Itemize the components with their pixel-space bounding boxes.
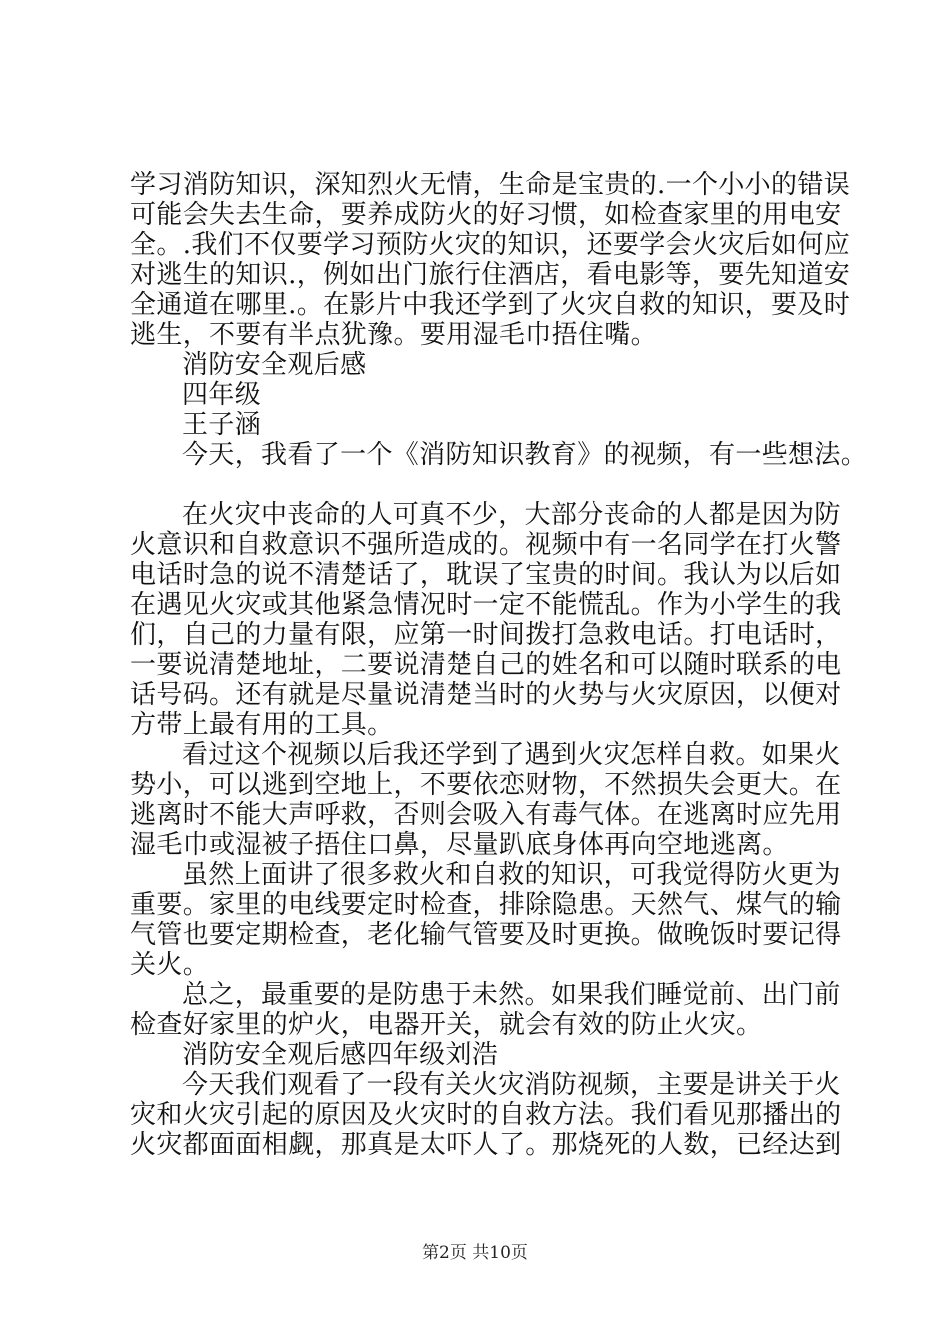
- text-line: 全。.我们不仅要学习预防火灾的知识，还要学会火灾后如何应: [130, 230, 851, 260]
- text-line: 重要。家里的电线要定时检查，排除隐患。天然气、煤气的输: [130, 890, 842, 920]
- text-line: 们，自己的力量有限，应第一时间拨打急救电话。打电话时，: [130, 620, 842, 650]
- text-line: 火灾都面面相觑，那真是太吓人了。那烧死的人数，已经达到: [130, 1130, 842, 1160]
- text-line: 气管也要定期检查，老化输气管要及时更换。做晚饭时要记得: [130, 920, 842, 950]
- text-line: 在遇见火灾或其他紧急情况时一定不能慌乱。作为小学生的我: [130, 590, 842, 620]
- text-line: 可能会失去生命，要养成防火的好习惯，如检查家里的用电安: [130, 200, 842, 230]
- text-line: 湿毛巾或湿被子捂住口鼻，尽量趴底身体再向空地逃离。: [130, 830, 789, 860]
- text-line: 逃离时不能大声呼救，否则会吸入有毒气体。在逃离时应先用: [130, 800, 842, 830]
- page-number-footer: 第2页 共10页: [422, 1243, 528, 1263]
- text-line: 在火灾中丧命的人可真不少，大部分丧命的人都是因为防: [182, 500, 841, 530]
- text-line: 势小，可以逃到空地上，不要依恋财物，不然损失会更大。在: [130, 770, 842, 800]
- text-line: 一要说清楚地址，二要说清楚自己的姓名和可以随时联系的电: [130, 650, 842, 680]
- document-body: [130, 170, 868, 1160]
- text-line: 今天我们观看了一段有关火灾消防视频，主要是讲关于火: [182, 1070, 841, 1100]
- essay-title: 消防安全观后感: [182, 350, 367, 380]
- author-grade: 四年级: [182, 380, 262, 410]
- author-name: 王子涵: [182, 410, 262, 440]
- text-line: 灾和火灾引起的原因及火灾时的自救方法。我们看见那播出的: [130, 1100, 842, 1130]
- text-line: 逃生，不要有半点犹豫。要用湿毛巾捂住嘴。: [130, 320, 658, 350]
- text-line: 关火。: [130, 950, 210, 980]
- text-line: 方带上最有用的工具。: [130, 710, 394, 740]
- text-line: 全通道在哪里.。在影片中我还学到了火灾自救的知识，要及时: [130, 290, 851, 320]
- text-line: 检查好家里的炉火，电器开关，就会有效的防止火灾。: [130, 1010, 763, 1040]
- essay-title: 消防安全观后感四年级刘浩: [182, 1040, 499, 1070]
- text-line: 看过这个视频以后我还学到了遇到火灾怎样自救。如果火: [182, 740, 841, 770]
- text-line: 话号码。还有就是尽量说清楚当时的火势与火灾原因，以便对: [130, 680, 842, 710]
- text-line: 虽然上面讲了很多救火和自救的知识，可我觉得防火更为: [182, 860, 841, 890]
- blank-line: [130, 470, 850, 500]
- text-line: 学习消防知识，深知烈火无情，生命是宝贵的.一个小小的错误: [130, 170, 851, 200]
- text-line: 电话时急的说不清楚话了，耽误了宝贵的时间。我认为以后如: [130, 560, 842, 590]
- text-line: 对逃生的知识.，例如出门旅行住酒店，看电影等，要先知道安: [130, 260, 851, 290]
- text-line: 今天，我看了一个《消防知识教育》的视频，有一些想法。: [182, 440, 868, 470]
- text-line: 总之，最重要的是防患于未然。如果我们睡觉前、出门前: [182, 980, 841, 1010]
- text-line: 火意识和自救意识不强所造成的。视频中有一名同学在打火警: [130, 530, 842, 560]
